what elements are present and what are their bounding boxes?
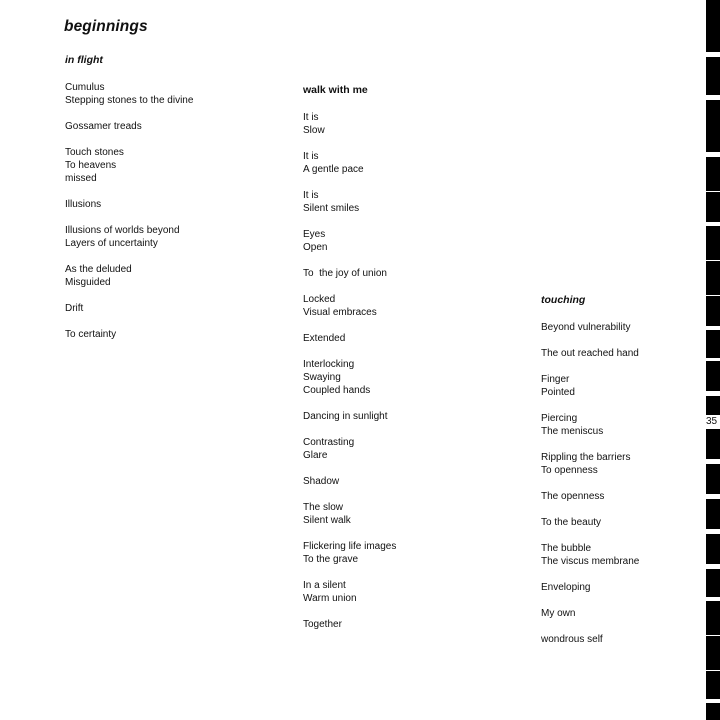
verse-line: It is xyxy=(303,150,319,162)
verse-line: Illusions of worlds beyond xyxy=(65,224,180,236)
stanza xyxy=(541,321,701,334)
verse-line: Swaying xyxy=(303,371,341,383)
edge-tab xyxy=(706,192,720,222)
stanza xyxy=(303,475,523,488)
verse-line: The slow xyxy=(303,501,344,513)
poem-title: walk with me xyxy=(303,84,368,96)
edge-tab xyxy=(706,296,720,326)
verse-line: Rippling the barriers xyxy=(541,451,631,463)
verse-line: To the beauty xyxy=(541,516,602,528)
verse-line: Contrasting xyxy=(303,436,355,448)
stanza xyxy=(303,410,523,423)
verse-line: Coupled hands xyxy=(303,384,371,396)
verse-line: Dancing in sunlight xyxy=(303,410,388,422)
verse-line: missed xyxy=(65,172,97,184)
verse-line: The out reached hand xyxy=(541,347,639,359)
book-title: beginnings xyxy=(64,18,148,35)
stanza xyxy=(303,293,523,319)
stanza xyxy=(303,111,523,137)
stanza xyxy=(65,263,285,289)
edge-tab xyxy=(706,261,720,295)
edge-tab xyxy=(706,429,720,459)
verse-line: It is xyxy=(303,189,319,201)
edge-tab xyxy=(706,671,720,699)
edge-tab xyxy=(706,636,720,670)
stanza xyxy=(303,618,523,631)
verse-line: Stepping stones to the divine xyxy=(65,94,194,106)
verse-line: wondrous self xyxy=(541,633,603,645)
stanza xyxy=(541,542,701,568)
edge-tab xyxy=(706,499,720,529)
verse-line: The openness xyxy=(541,490,605,502)
verse-line: Silent walk xyxy=(303,514,351,526)
stanza xyxy=(303,332,523,345)
stanza xyxy=(541,412,701,438)
page-number: 35 xyxy=(705,415,720,428)
stanza xyxy=(541,633,701,646)
verse-line: Cumulus xyxy=(65,81,105,93)
stanza xyxy=(65,224,285,250)
stanza xyxy=(541,451,701,477)
verse-line: Open xyxy=(303,241,328,253)
verse-line: A gentle pace xyxy=(303,163,364,175)
edge-tab xyxy=(706,703,720,720)
edge-tab xyxy=(706,226,720,260)
verse-line: Shadow xyxy=(303,475,340,487)
stanza xyxy=(65,198,285,211)
verse-line: It is xyxy=(303,111,319,123)
verse-line: Enveloping xyxy=(541,581,591,593)
stanza xyxy=(65,302,285,315)
verse-line: Piercing xyxy=(541,412,578,424)
verse-line: In a silent xyxy=(303,579,346,591)
verse-line: Slow xyxy=(303,124,325,136)
stanza xyxy=(541,516,701,529)
verse-line: Misguided xyxy=(65,276,111,288)
stanza xyxy=(65,328,285,341)
edge-tab xyxy=(706,361,720,391)
stanza xyxy=(303,579,523,605)
page-edge-tabs xyxy=(706,0,720,720)
stanza xyxy=(303,267,523,280)
poem-title: touching xyxy=(541,294,586,306)
edge-tab xyxy=(706,0,720,52)
edge-tab xyxy=(706,464,720,494)
verse-line: Layers of uncertainty xyxy=(65,237,158,249)
verse-line: Drift xyxy=(65,302,84,314)
stanza xyxy=(541,607,701,620)
verse-line: To the grave xyxy=(303,553,359,565)
verse-line: Visual embraces xyxy=(303,306,377,318)
stanza xyxy=(303,501,523,527)
verse-line: To the joy of union xyxy=(303,267,387,279)
verse-line: The viscus membrane xyxy=(541,555,640,567)
verse-line: To certainty xyxy=(65,328,117,340)
verse-line: Together xyxy=(303,618,342,630)
verse-line: Interlocking xyxy=(303,358,355,370)
verse-line: As the deluded xyxy=(65,263,132,275)
stanza xyxy=(541,581,701,594)
verse-line: My own xyxy=(541,607,576,619)
verse-line: Eyes xyxy=(303,228,326,240)
stanza xyxy=(303,150,523,176)
edge-tab xyxy=(706,330,720,358)
verse-line: Locked xyxy=(303,293,336,305)
stanza xyxy=(65,120,285,133)
verse-line: Gossamer treads xyxy=(65,120,142,132)
edge-tab xyxy=(706,57,720,95)
stanza xyxy=(303,358,523,397)
verse-line: The bubble xyxy=(541,542,592,554)
poem-title: in flight xyxy=(65,54,103,66)
stanza xyxy=(303,436,523,462)
poem-walk-with-me xyxy=(303,84,523,631)
verse-line: Extended xyxy=(303,332,346,344)
stanza xyxy=(541,373,701,399)
verse-line: Illusions xyxy=(65,198,102,210)
verse-line: Warm union xyxy=(303,592,357,604)
stanza xyxy=(303,540,523,566)
stanza xyxy=(303,189,523,215)
stanza xyxy=(65,81,285,107)
edge-tab xyxy=(706,569,720,597)
verse-line: The meniscus xyxy=(541,425,604,437)
verse-line: Silent smiles xyxy=(303,202,360,214)
edge-tab xyxy=(706,601,720,635)
edge-tab xyxy=(706,157,720,191)
poem-touching xyxy=(541,294,701,646)
stanza xyxy=(541,347,701,360)
verse-line: Finger xyxy=(541,373,570,385)
verse-line: To openness xyxy=(541,464,598,476)
poem-in-flight xyxy=(65,54,285,341)
verse-line: Glare xyxy=(303,449,328,461)
stanza xyxy=(541,490,701,503)
stanza xyxy=(303,228,523,254)
verse-line: Pointed xyxy=(541,386,575,398)
edge-tab xyxy=(706,534,720,564)
edge-tab xyxy=(706,100,720,152)
verse-line: Beyond vulnerability xyxy=(541,321,631,333)
verse-line: Flickering life images xyxy=(303,540,397,552)
stanza xyxy=(65,146,285,185)
verse-line: Touch stones xyxy=(65,146,124,158)
verse-line: To heavens xyxy=(65,159,117,171)
